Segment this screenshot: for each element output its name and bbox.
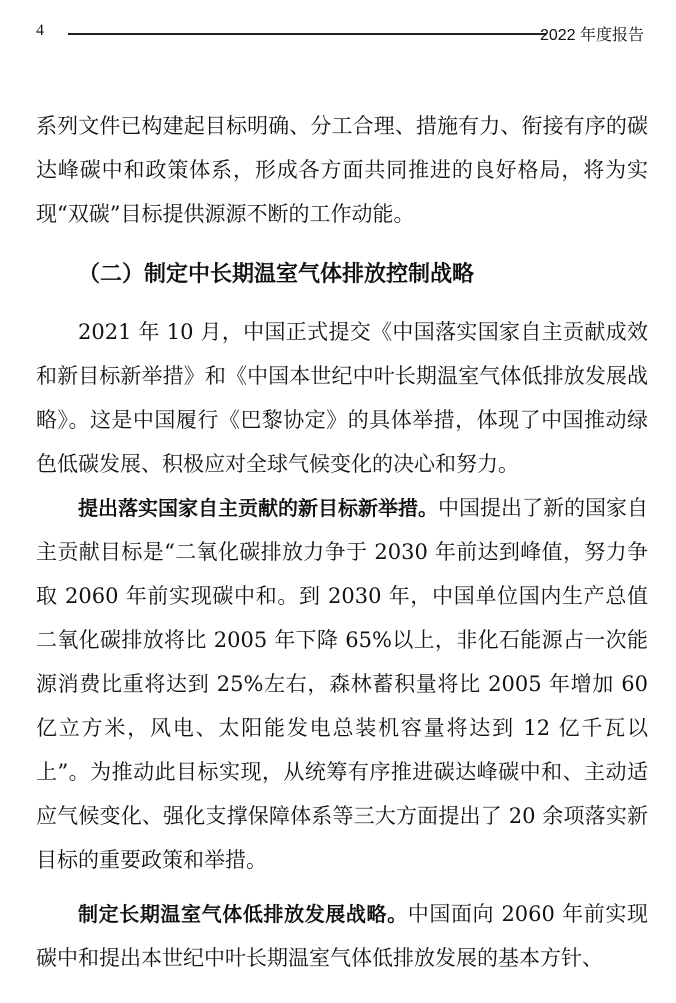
paragraph-strategy-text: 中国面向 2060 年前实现碳中和提出本世纪中叶长期温室气体低排放发展的基本方针、 bbox=[36, 902, 649, 970]
paragraph-ndc-lead: 提出落实国家自主贡献的新目标新举措。 bbox=[78, 496, 438, 520]
section-heading: （二）制定中长期温室气体排放控制战略 bbox=[78, 261, 475, 286]
paragraph-continuation: 系列文件已构建起目标明确、分工合理、措施有力、衔接有序的碳达峰碳中和政策体系，形成各方面共同推进的良好格局，将为实现“双碳”目标提供源源不断的工作动能。 bbox=[36, 114, 648, 226]
paragraph-strategy-lead: 制定长期温室气体低排放发展战略。 bbox=[78, 902, 408, 926]
header-rule bbox=[68, 33, 546, 35]
page-header bbox=[36, 20, 644, 48]
paragraph-gap bbox=[36, 882, 648, 892]
document-body bbox=[36, 104, 648, 980]
paragraph-ndc-text: 中国提出了新的国家自主贡献目标是“二氧化碳排放力争于 2030 年前达到峰值，努力争取 2060 年前实现碳中和。到 2030 年，中国单位国内生产总值二氧化碳排放将比 2005 年下降 65%以上，非化石能源占一次能源消费比重将达到 25%左右，森林蓄积量将比 2005 年增加 60 亿立方米，风电、太阳能发电总装机容量将达到 12 亿千瓦以上”。为推动此目标实现，从统筹有序推进碳达峰碳中和、主动适应气候变化、强化支撑保障体系等三大方面提出了 20 余项落实新目标的重要政策和举措。 bbox=[36, 496, 648, 872]
paragraph-intro: 2021 年 10 月，中国正式提交《中国落实国家自主贡献成效和新目标新举措》和《中国本世纪中叶长期温室气体低排放发展战略》。这是中国履行《巴黎协定》的具体举措，体现了中国推动绿色低碳发展、积极应对全球气候变化的决心和努力。 bbox=[36, 320, 648, 476]
page-number: 4 bbox=[36, 22, 44, 39]
paragraph-strategy bbox=[36, 892, 648, 980]
running-title: 2022 年度报告 bbox=[539, 27, 644, 44]
paragraph-ndc bbox=[36, 486, 648, 882]
